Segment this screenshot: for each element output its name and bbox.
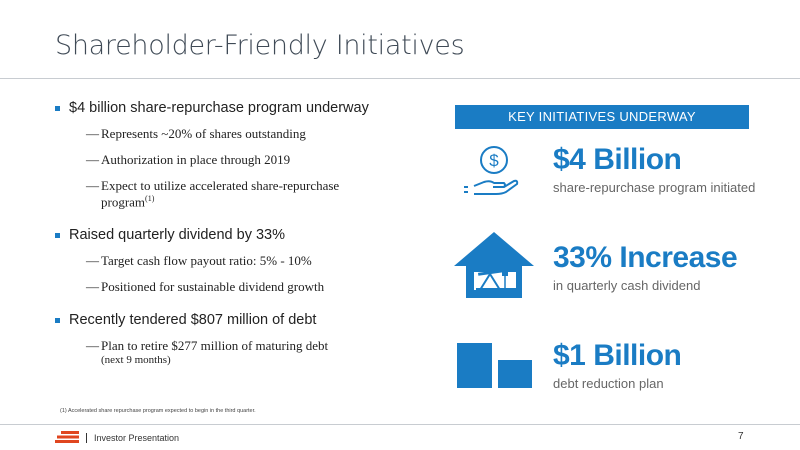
footer-divider xyxy=(0,424,800,425)
initiative-stat-value: $4 Billion xyxy=(553,143,682,176)
initiative-stat-value: 33% Increase xyxy=(553,241,738,274)
initiative-stat-value: $1 Billion xyxy=(553,339,682,372)
footer-separator xyxy=(86,433,87,443)
sub-bullet-text: Positioned for sustainable dividend growth xyxy=(101,279,325,295)
dash-icon: — xyxy=(86,126,99,141)
bullet-square-icon xyxy=(55,233,60,238)
sub-bullet-item xyxy=(55,178,435,210)
bar-decrease-icon xyxy=(455,340,535,390)
sub-bullet-item xyxy=(55,152,435,168)
sub-bullet-text: Authorization in place through 2019 xyxy=(101,152,291,167)
page-number: 7 xyxy=(738,431,744,442)
sub-bullet-item xyxy=(55,253,435,269)
dash-icon: — xyxy=(86,338,99,354)
initiative-stat-caption: in quarterly cash dividend xyxy=(553,278,701,293)
sub-bullet-item xyxy=(55,338,435,366)
sub-bullet-text-continued xyxy=(101,194,435,210)
house-pumpjack-icon xyxy=(452,230,537,300)
dash-icon: — xyxy=(86,253,99,269)
key-initiatives-header: KEY INITIATIVES UNDERWAY xyxy=(455,105,749,129)
title-divider xyxy=(0,78,800,79)
sub-bullet-text: Expect to utilize accelerated share-repurchase xyxy=(101,178,340,193)
bullet-text: Recently tendered $807 million of debt xyxy=(69,312,317,329)
footer-label: Investor Presentation xyxy=(94,433,180,443)
sub-bullet-item xyxy=(55,126,435,142)
initiative-stat-caption: share-repurchase program initiated xyxy=(553,180,756,195)
bullet-square-icon xyxy=(55,106,60,111)
sub-bullet-note: (next 9 months) xyxy=(101,354,171,367)
dollar-hand-icon xyxy=(460,142,522,198)
bullet-text: Raised quarterly dividend by 33% xyxy=(69,227,286,244)
sub-bullet-text: Target cash flow payout ratio: 5% - 10% xyxy=(101,253,312,269)
bullet-item xyxy=(55,100,435,116)
sub-bullet-text: Represents ~20% of shares outstanding xyxy=(101,126,306,141)
slide-title: Shareholder-Friendly Initiatives xyxy=(55,30,465,61)
sub-bullet-item xyxy=(55,279,435,295)
initiative-stat-caption: debt reduction plan xyxy=(553,376,664,391)
footnote-marker: (1) xyxy=(145,194,155,203)
dash-icon: — xyxy=(86,178,99,193)
bullet-text: $4 billion share-repurchase program underway xyxy=(69,100,369,116)
company-logo-icon xyxy=(55,431,81,443)
svg-text:$: $ xyxy=(489,151,499,170)
sub-bullet-text: Plan to retire $277 million of maturing debt xyxy=(101,338,329,354)
footnote: (1) Accelerated share repurchase program expected to begin in the third quarter. xyxy=(60,408,256,414)
sub-bullet-text-line2: program xyxy=(101,194,146,210)
bullet-list xyxy=(55,100,435,366)
dash-icon: — xyxy=(86,279,99,295)
dash-icon: — xyxy=(86,152,99,167)
bullet-item xyxy=(55,312,435,328)
bullet-square-icon xyxy=(55,318,60,323)
bullet-item xyxy=(55,227,435,243)
